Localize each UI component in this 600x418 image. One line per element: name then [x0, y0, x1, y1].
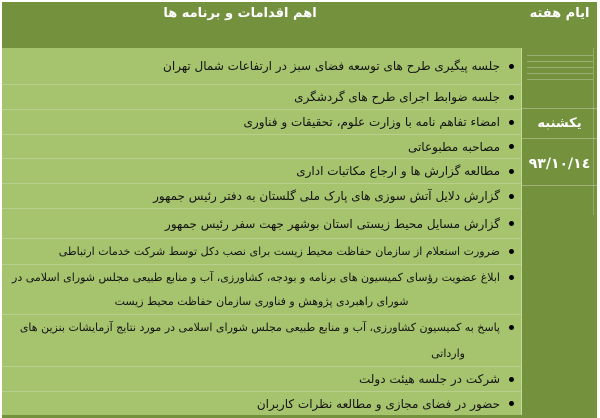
grid-line — [527, 73, 593, 74]
days-header-cell: ایام هفته — [529, 6, 590, 21]
list-item-line2: شورای راهبردی پژوهش و فناوری سازمان حفاظت محیط زیست — [114, 295, 409, 309]
bullet-icon — [509, 325, 514, 330]
list-item-line2: وارداتی — [431, 346, 465, 360]
list-item-line1 — [2, 265, 521, 290]
bullet-icon — [509, 194, 514, 199]
bullet-icon — [509, 275, 514, 280]
bullet-icon — [509, 249, 514, 254]
grid-line — [522, 108, 597, 109]
day-name: یکشنبه — [537, 116, 582, 131]
list-item-text: امضاء تفاهم نامه با وزارت علوم، تحقیقات و فناوری — [243, 115, 500, 129]
bullet-icon — [509, 64, 514, 69]
bullet-icon — [509, 95, 514, 100]
list-item-text: جلسه ضوابط اجرای طرح های گردشگری — [294, 90, 500, 104]
header-row — [2, 2, 597, 48]
list-item-text: ابلاغ عضویت رؤسای کمیسیون های برنامه و بودجه، کشاورزی، آب و منابع طبیعی مجلس شورای اسلامی در — [12, 270, 500, 284]
grid-line — [527, 79, 593, 80]
bullet-icon — [509, 120, 514, 125]
list-item-text: جلسه پیگیری طرح های توسعه فضای سبز در ارتفاعات شمال تهران — [163, 59, 500, 73]
bullet-icon — [509, 169, 514, 174]
list-item-text: شرکت در جلسه هیئت دولت — [358, 372, 500, 386]
list-item-text: ضرورت استعلام از سازمان حفاظت محیط زیست برای نصب دکل توسط شرکت خدمات ارتباطی — [58, 245, 500, 258]
list-item-3 — [2, 110, 521, 135]
grid-line — [522, 138, 597, 139]
grid-line — [527, 55, 593, 56]
list-item-8 — [2, 239, 521, 265]
list-item-5 — [2, 159, 521, 184]
list-item-6 — [2, 184, 521, 209]
day-date: ٩٣/١٠/١٤ — [528, 156, 591, 172]
table-body — [2, 48, 597, 418]
grid-line — [527, 61, 593, 62]
list-item-text: گزارش دلایل آتش سوزی های پارک ملی گلستان به دفتر رئیس جمهور — [153, 189, 500, 203]
list-item-text: مطالعه گزارش ها و ارجاع مکاتبات اداری — [296, 164, 500, 178]
bullet-icon — [509, 377, 514, 382]
list-item-text: حضور در فضای مجازی و مطالعه نظرات کاربران — [256, 396, 500, 411]
bullet-icon — [509, 401, 514, 406]
grid-line — [522, 185, 597, 186]
list-item-text: گزارش مسایل محیط زیستی استان بوشهر جهت سفر رئیس جمهور — [165, 216, 500, 231]
list-item-7 — [2, 209, 521, 239]
bullet-icon — [509, 221, 514, 226]
grid-line — [527, 67, 593, 68]
list-item-line1 — [2, 315, 521, 341]
bullet-icon — [509, 144, 514, 149]
list-item-11 — [2, 367, 521, 392]
list-item-10 — [2, 315, 521, 367]
weekly-report-table — [2, 2, 597, 418]
list-item-text: پاسخ به کمیسیون کشاورزی، آب و منابع طبیعی مجلس شورای اسلامی در مورد نتایج آزمایشات بنزین های — [19, 321, 500, 335]
day-cell — [522, 48, 597, 418]
list-item-4 — [2, 135, 521, 159]
items-panel — [2, 48, 522, 415]
programs-header-cell: اهم اقدامات و برنامه ها — [163, 6, 317, 21]
list-item-text: مصاحبه مطبوعاتی — [407, 139, 500, 154]
list-item-2 — [2, 85, 521, 110]
list-item-12 — [2, 392, 521, 415]
list-item-9 — [2, 265, 521, 315]
list-item-1 — [2, 48, 521, 85]
